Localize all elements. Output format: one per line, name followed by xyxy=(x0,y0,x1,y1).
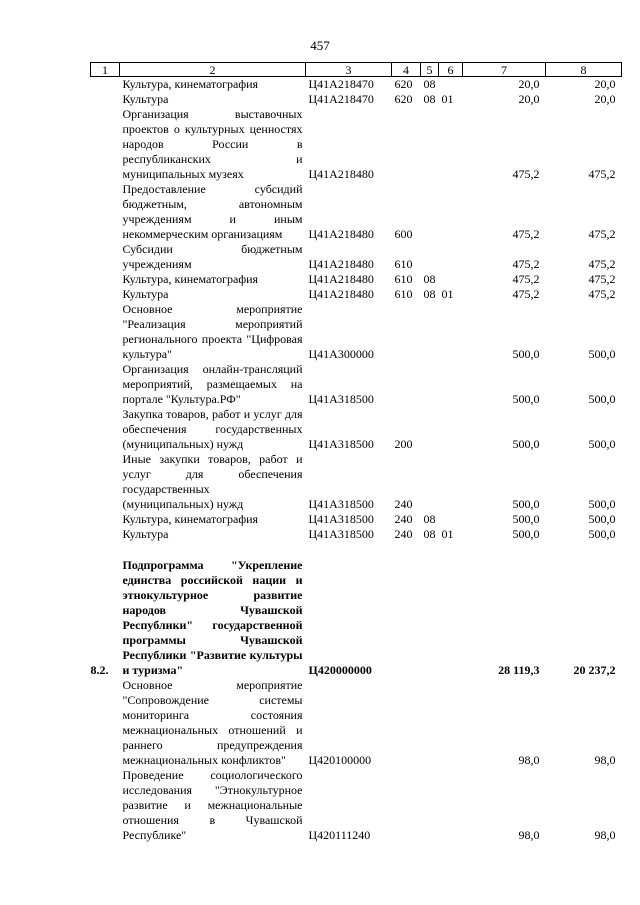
row-name: Культура, кинематография xyxy=(122,512,259,526)
subsection-code xyxy=(439,107,463,182)
row-number xyxy=(91,182,120,242)
amount-col-7: 475,2 xyxy=(512,227,540,241)
subsection-code xyxy=(439,512,463,527)
row-number xyxy=(91,302,120,362)
table-row xyxy=(91,77,622,93)
expense-type: 200 xyxy=(394,437,413,451)
header-cell-5: 5 xyxy=(421,63,439,77)
row-name: Организация онлайн-трансляций мероприятий, размещаемых на портале "Культура.РФ" xyxy=(122,362,303,406)
target-code: Ц41А318500 xyxy=(308,392,374,406)
amount-col-7: 500,0 xyxy=(512,497,540,511)
header-cell-1: 1 xyxy=(91,63,120,77)
table-row xyxy=(91,527,622,542)
section-code xyxy=(421,452,439,512)
section-code xyxy=(421,182,439,242)
amount-col-8: 98,0 xyxy=(594,753,616,767)
table-row xyxy=(91,302,622,362)
amount-col-8: 500,0 xyxy=(588,497,616,511)
section-code xyxy=(421,302,439,362)
target-code: Ц41А218480 xyxy=(308,167,374,181)
amount-col-8: 475,2 xyxy=(588,257,616,271)
section-code xyxy=(421,107,439,182)
section-code: 08 xyxy=(423,92,436,106)
section-code xyxy=(421,407,439,452)
target-code: Ц41А218480 xyxy=(308,272,374,286)
header-cell-3: 3 xyxy=(306,63,392,77)
amount-col-7: 500,0 xyxy=(512,437,540,451)
target-code: Ц41А218470 xyxy=(308,77,374,91)
subsection-code xyxy=(439,678,463,768)
amount-col-8: 20,0 xyxy=(594,77,616,91)
amount-col-8: 475,2 xyxy=(588,167,616,181)
subsection-code xyxy=(439,182,463,242)
subsection-code: 01 xyxy=(441,287,454,301)
table-row xyxy=(91,362,622,407)
expense-type: 240 xyxy=(394,497,413,511)
amount-col-7: 98,0 xyxy=(518,753,540,767)
target-code: Ц41А218470 xyxy=(308,92,374,106)
page-number: 457 xyxy=(310,38,330,53)
section-code: 08 xyxy=(423,77,436,91)
amount-col-7: 20,0 xyxy=(518,92,540,106)
subsection-code xyxy=(439,768,463,843)
amount-col-8: 475,2 xyxy=(588,272,616,286)
budget-table xyxy=(90,62,622,843)
amount-col-7: 500,0 xyxy=(512,392,540,406)
table-row xyxy=(91,512,622,527)
section-code xyxy=(421,362,439,407)
amount-col-8: 475,2 xyxy=(588,227,616,241)
table-header-row xyxy=(91,63,622,77)
table-row xyxy=(91,452,622,512)
target-code: Ц420100000 xyxy=(308,753,372,767)
target-code: Ц41А218480 xyxy=(308,257,374,271)
amount-col-8: 98,0 xyxy=(594,828,616,842)
subsection-code xyxy=(439,362,463,407)
section-code xyxy=(421,558,439,678)
row-number: 8.2. xyxy=(90,663,109,677)
expense-type xyxy=(392,302,421,362)
row-number xyxy=(91,678,120,768)
expense-type xyxy=(392,678,421,768)
amount-col-8: 475,2 xyxy=(588,287,616,301)
header-cell-4: 4 xyxy=(392,63,421,77)
row-name: Основное мероприятие "Реализация мероприятий регионального проекта "Цифровая культура" xyxy=(122,302,303,361)
row-number xyxy=(91,287,120,302)
row-name: Иные закупки товаров, работ и услуг для обеспечения государственных (муниципальных) нужд xyxy=(122,452,303,511)
amount-col-7: 475,2 xyxy=(512,287,540,301)
target-code: Ц41А318500 xyxy=(308,512,374,526)
table-row xyxy=(91,287,622,302)
expense-type: 610 xyxy=(394,272,413,286)
expense-type: 600 xyxy=(394,227,413,241)
row-number xyxy=(91,512,120,527)
row-name: Субсидии бюджетным учреждениям xyxy=(122,242,303,271)
amount-col-8: 20 237,2 xyxy=(573,663,616,677)
table-body xyxy=(91,77,622,844)
row-number xyxy=(91,768,120,843)
section-code: 08 xyxy=(423,512,436,526)
subsection-code xyxy=(439,77,463,93)
amount-col-7: 20,0 xyxy=(518,77,540,91)
table-row xyxy=(91,558,622,678)
header-cell-2: 2 xyxy=(120,63,306,77)
amount-col-8: 20,0 xyxy=(594,92,616,106)
row-name: Культура, кинематография xyxy=(122,272,259,286)
expense-type xyxy=(392,768,421,843)
row-name: Подпрограмма "Укрепление единства российской нации и этнокультурное развитие народов Чувашской Республики" государственной программы Чувашской Республики "Развитие культуры и туризма" xyxy=(122,558,303,677)
subsection-code xyxy=(439,407,463,452)
subsection-code: 01 xyxy=(441,92,454,106)
row-name: Основное мероприятие "Сопровождение системы мониторинга состояния межнациональных отношений и раннего предупреждения межнациональных конфликтов" xyxy=(122,678,303,767)
section-code xyxy=(421,242,439,272)
header-cell-6: 6 xyxy=(439,63,463,77)
amount-col-7: 28 119,3 xyxy=(498,663,540,677)
target-code: Ц41А218480 xyxy=(308,287,374,301)
expense-type xyxy=(392,107,421,182)
amount-col-7: 500,0 xyxy=(512,512,540,526)
row-name: Культура xyxy=(122,527,169,541)
header-cell-7: 7 xyxy=(463,63,546,77)
header-cell-8: 8 xyxy=(546,63,622,77)
table-row xyxy=(91,92,622,107)
table-spacer-row xyxy=(91,542,622,558)
section-code: 08 xyxy=(423,287,436,301)
table-row xyxy=(91,678,622,768)
table-row xyxy=(91,182,622,242)
row-number xyxy=(91,452,120,512)
section-code: 08 xyxy=(423,527,436,541)
section-code: 08 xyxy=(423,272,436,286)
amount-col-7: 475,2 xyxy=(512,257,540,271)
row-number xyxy=(91,242,120,272)
table-row xyxy=(91,407,622,452)
table-row xyxy=(91,107,622,182)
target-code: Ц420000000 xyxy=(308,663,372,677)
expense-type: 240 xyxy=(394,512,413,526)
amount-col-7: 475,2 xyxy=(512,272,540,286)
target-code: Ц41А318500 xyxy=(308,497,374,511)
expense-type xyxy=(392,362,421,407)
row-number xyxy=(91,527,120,542)
table-row xyxy=(91,272,622,287)
expense-type: 610 xyxy=(394,257,413,271)
table-row xyxy=(91,768,622,843)
row-number xyxy=(91,362,120,407)
row-name: Предоставление субсидий бюджетным, автономным учреждениям и иным некоммерческим организациям xyxy=(122,182,303,241)
subsection-code xyxy=(439,272,463,287)
amount-col-7: 475,2 xyxy=(512,167,540,181)
row-name: Закупка товаров, работ и услуг для обеспечения государственных (муниципальных) нужд xyxy=(122,407,303,451)
row-name: Проведение социологического исследования "Этнокультурное развитие и межнациональные отношения в Чувашской Республике" xyxy=(122,768,303,842)
row-name: Культура, кинематография xyxy=(122,77,259,91)
table-header xyxy=(91,63,622,77)
amount-col-8: 500,0 xyxy=(588,512,616,526)
target-code: Ц41А318500 xyxy=(308,527,374,541)
amount-col-7: 500,0 xyxy=(512,527,540,541)
row-number xyxy=(91,272,120,287)
row-number xyxy=(91,107,120,182)
subsection-code xyxy=(439,452,463,512)
section-code xyxy=(421,768,439,843)
expense-type: 610 xyxy=(394,287,413,301)
target-code: Ц41А318500 xyxy=(308,437,374,451)
spacer-cell xyxy=(91,542,622,558)
target-code: Ц41А218480 xyxy=(308,227,374,241)
row-number xyxy=(91,407,120,452)
expense-type: 620 xyxy=(394,92,413,106)
subsection-code: 01 xyxy=(441,527,454,541)
amount-col-7: 500,0 xyxy=(512,347,540,361)
amount-col-7: 98,0 xyxy=(518,828,540,842)
row-number xyxy=(91,92,120,107)
row-name: Организация выставочных проектов о культурных ценностях народов России в республиканских и муниципальных музеях xyxy=(122,107,303,181)
amount-col-8: 500,0 xyxy=(588,437,616,451)
expense-type xyxy=(392,558,421,678)
section-code xyxy=(421,678,439,768)
row-number xyxy=(91,77,120,93)
table-row xyxy=(91,242,622,272)
subsection-code xyxy=(439,242,463,272)
amount-col-8: 500,0 xyxy=(588,527,616,541)
amount-col-8: 500,0 xyxy=(588,392,616,406)
target-code: Ц41А300000 xyxy=(308,347,374,361)
row-name: Культура xyxy=(122,92,169,106)
subsection-code xyxy=(439,302,463,362)
amount-col-8: 500,0 xyxy=(588,347,616,361)
expense-type: 240 xyxy=(394,527,413,541)
expense-type: 620 xyxy=(394,77,413,91)
subsection-code xyxy=(439,558,463,678)
row-name: Культура xyxy=(122,287,169,301)
target-code: Ц420111240 xyxy=(308,828,371,842)
